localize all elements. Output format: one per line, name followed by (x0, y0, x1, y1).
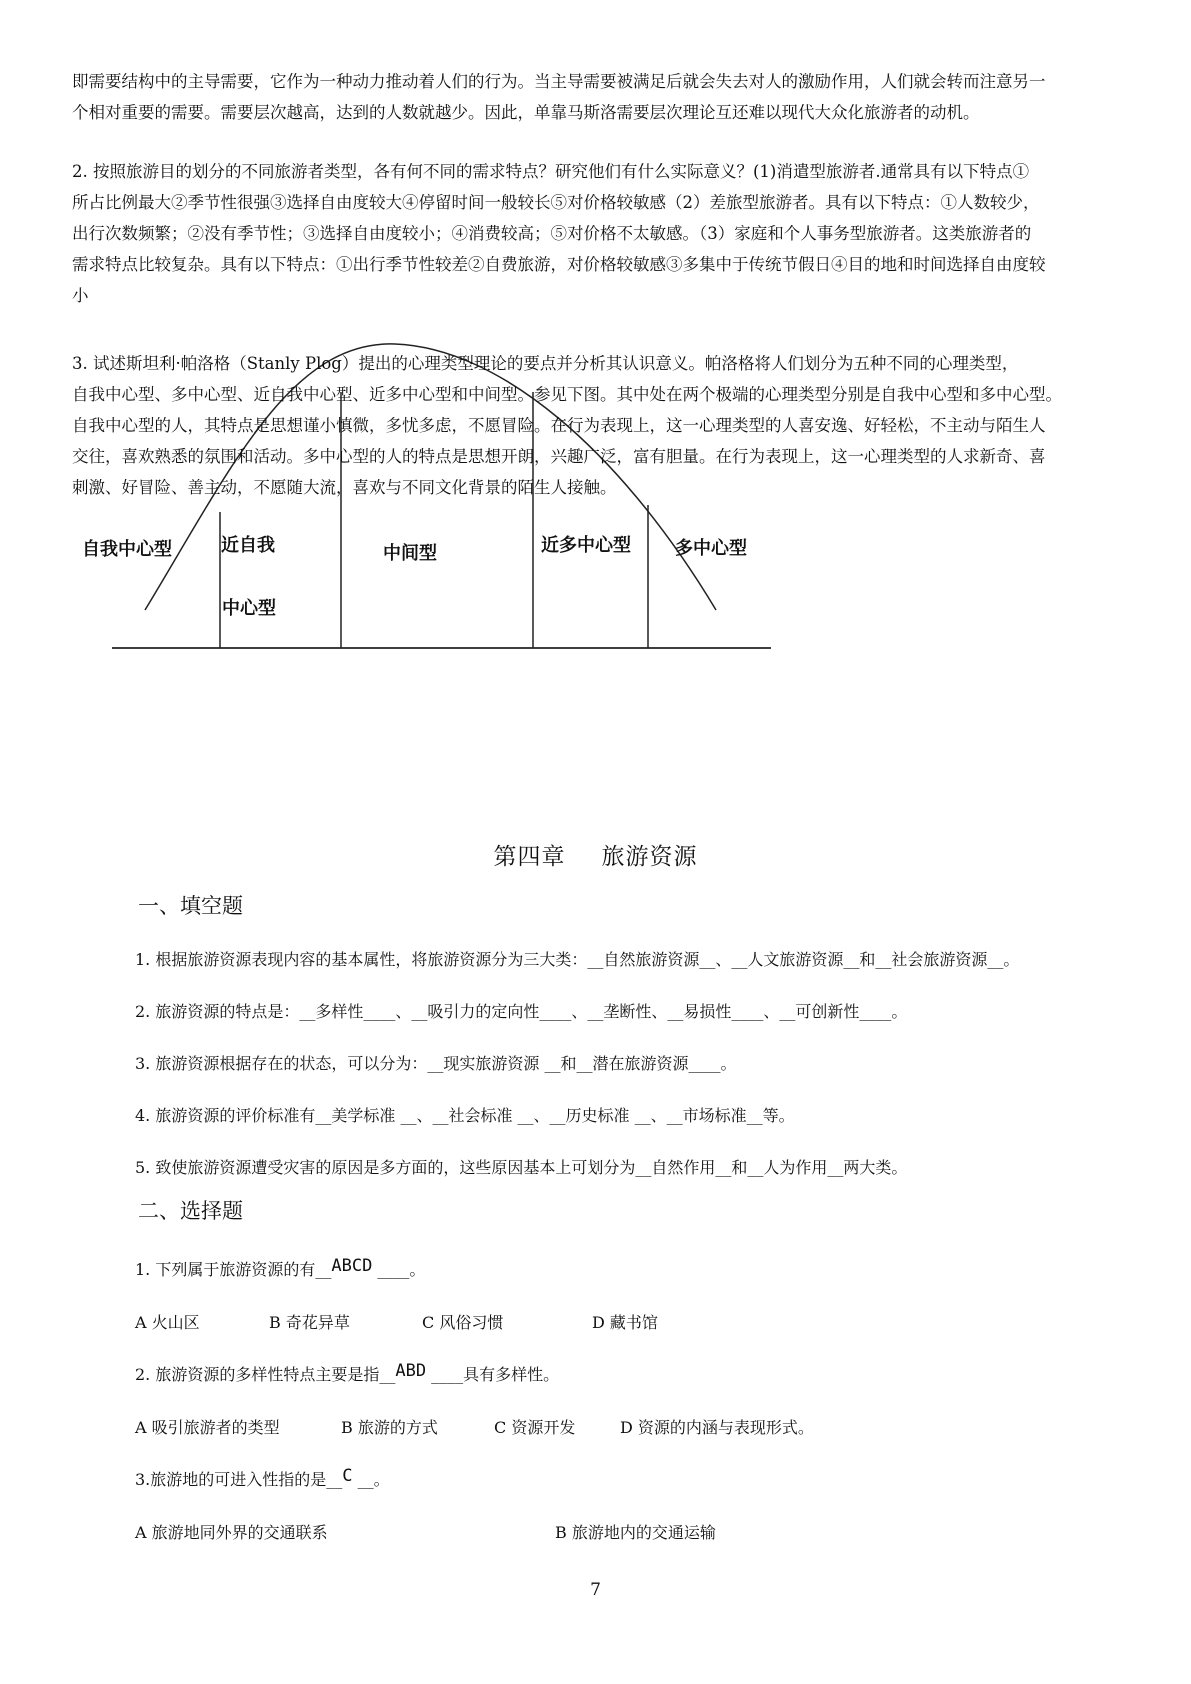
question-stem: 2. 旅游资源的多样性特点主要是指__ (135, 1365, 396, 1384)
text-line: 自我中心型的人，其特点是思想谨小慎微，多忧多虑，不愿冒险。在行为表现上，这一心理类型的人喜安逸、好轻松，不主动与陌生人 (72, 416, 1046, 435)
question-stem-tail: __。 (352, 1470, 390, 1489)
option: A 旅游地同外界的交通联系 (135, 1523, 328, 1542)
question-stem-tail: ____。 (372, 1260, 426, 1279)
option: B 旅游的方式 (341, 1418, 438, 1437)
label-near-allocentric: 近多中心型 (541, 535, 631, 556)
label-near-self-centered-line2: 中心型 (222, 598, 276, 619)
label-allocentric: 多中心型 (675, 538, 747, 559)
fill-question: 5. 致使旅游资源遭受灾害的原因是多方面的，这些原因基本上可划分为__自然作用__和__人为作用__两大类。 (135, 1158, 908, 1177)
choice-question-1 (135, 1257, 425, 1280)
question-stem: 3.旅游地的可进入性指的是__ (135, 1470, 343, 1489)
option: C 资源开发 (494, 1418, 576, 1437)
chapter-title (0, 838, 1191, 871)
option: B 旅游地内的交通运输 (555, 1523, 716, 1542)
fill-question: 1. 根据旅游资源表现内容的基本属性，将旅游资源分为三大类：__自然旅游资源__、__人文旅游资源__和__社会旅游资源__。 (135, 950, 1020, 969)
text-line: 3. 试述斯坦利·帕洛格（Stanly Plog）提出的心理类型理论的要点并分析其认识意义。帕洛格将人们划分为五种不同的心理类型， (72, 354, 1019, 373)
label-near-self-centered-line1: 近自我 (221, 535, 275, 556)
fill-question: 4. 旅游资源的评价标准有__美学标准 __、__社会标准 __、__历史标准 __、__市场标准__等。 (135, 1106, 795, 1125)
choice-question-3 (135, 1467, 390, 1490)
option: A 火山区 (135, 1313, 200, 1332)
question-stem: 1. 下列属于旅游资源的有__ (135, 1260, 332, 1279)
answer-text: ABD (395, 1361, 427, 1381)
section-heading-multiple-choice: 二、选择题 (138, 1199, 243, 1223)
choice-options-1 (135, 1310, 658, 1333)
text-line: 小 (72, 286, 89, 305)
choice-question-2 (135, 1362, 559, 1385)
fill-question: 3. 旅游资源根据存在的状态，可以分为：__现实旅游资源 __和__潜在旅游资源____。 (135, 1054, 737, 1073)
fill-question: 2. 旅游资源的特点是：__多样性____、__吸引力的定向性____、__垄断性、__易损性____、__可创新性____。 (135, 1002, 908, 1021)
text-line: 交往，喜欢熟悉的氛围和活动。多中心型的人的特点是思想开朗，兴趣广泛，富有胆量。在行为表现上，这一心理类型的人求新奇、喜 (72, 447, 1046, 466)
option: B 奇花异草 (269, 1313, 350, 1332)
text-line: 所占比例最大②季节性很强③选择自由度较大④停留时间一般较长⑤对价格较敏感（2）差旅型旅游者。具有以下特点：①人数较少， (72, 193, 1040, 212)
text-line: 个相对重要的需要。需要层次越高，达到的人数就越少。因此，单靠马斯洛需要层次理论互还难以现代大众化旅游者的动机。 (72, 103, 980, 122)
text-line: 2. 按照旅游目的划分的不同旅游者类型，各有何不同的需求特点？研究他们有什么实际意义？(1)消遣型旅游者.通常具有以下特点① (72, 162, 1030, 181)
option: D 资源的内涵与表现形式。 (620, 1418, 814, 1437)
text-line: 需求特点比较复杂。具有以下特点：①出行季节性较差②自费旅游，对价格较敏感③多集中于传统节假日④目的地和时间选择自由度较 (72, 255, 1046, 274)
chapter-name: 旅游资源 (601, 844, 698, 870)
choice-options-2 (135, 1415, 814, 1438)
option: D 藏书馆 (592, 1313, 658, 1332)
answer-text: C (342, 1466, 353, 1486)
question-stem-tail: ____具有多样性。 (426, 1365, 560, 1384)
chapter-number: 第四章 (493, 844, 566, 870)
text-line: 即需要结构中的主导需要，它作为一种动力推动着人们的行为。当主导需要被满足后就会失去对人的激励作用，人们就会转而注意另一 (72, 72, 1046, 91)
text-line: 出行次数频繁；②没有季节性；③选择自由度较小；④消费较高；⑤对价格不太敏感。（3）家庭和个人事务型旅游者。这类旅游者的 (72, 224, 1032, 243)
text-line: 刺激、好冒险、善主动，不愿随大流，喜欢与不同文化背景的陌生人接触。 (72, 478, 617, 497)
choice-options-3 (135, 1520, 716, 1543)
label-self-centered: 自我中心型 (82, 539, 172, 560)
label-midcentric: 中间型 (383, 543, 437, 564)
paragraph-3 (72, 348, 1132, 503)
text-line: 自我中心型、多中心型、近自我中心型、近多中心型和中间型。参见下图。其中处在两个极端的心理类型分别是自我中心型和多中心型。 (72, 385, 1062, 404)
option: A 吸引旅游者的类型 (135, 1418, 280, 1437)
answer-text: ABCD (331, 1256, 373, 1276)
option: C 风俗习惯 (422, 1313, 504, 1332)
page-number: 7 (590, 1580, 601, 1600)
section-heading-fill-blanks: 一、填空题 (138, 894, 243, 918)
